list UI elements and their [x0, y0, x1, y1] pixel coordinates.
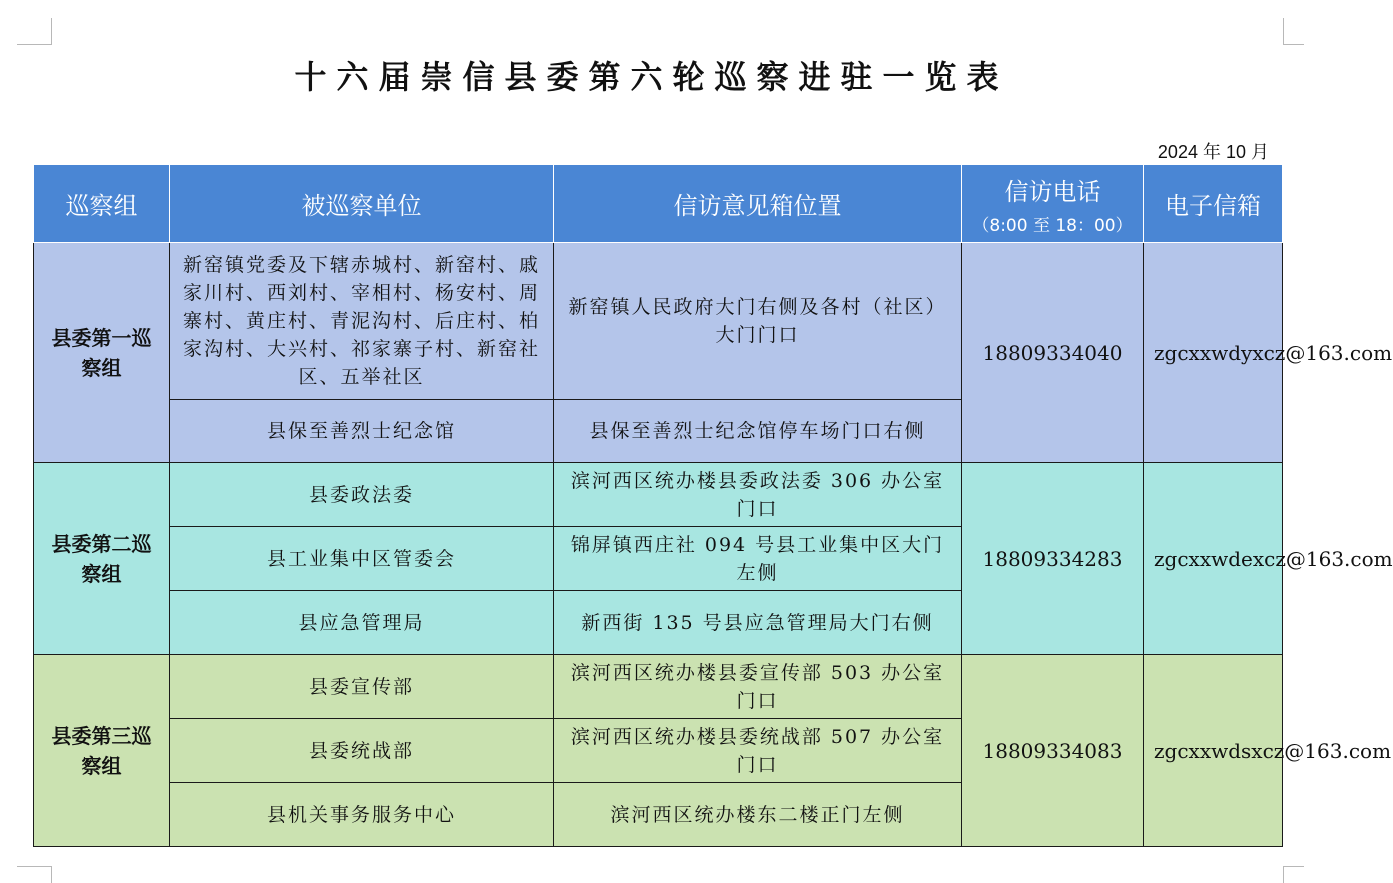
unit-cell: 县委政法委 [170, 463, 554, 527]
phone-cell: 18809334040 [962, 243, 1144, 463]
phone-cell: 18809334083 [962, 655, 1144, 847]
unit-cell: 县委统战部 [170, 719, 554, 783]
header-group: 巡察组 [34, 165, 170, 243]
table-header-row [34, 165, 1283, 243]
table-row [34, 243, 1283, 400]
page-corner-mark [17, 18, 52, 45]
location-cell: 滨河西区统办楼县委政法委 306 办公室门口 [554, 463, 962, 527]
location-cell: 滨河西区统办楼县委宣传部 503 办公室门口 [554, 655, 962, 719]
unit-cell: 县工业集中区管委会 [170, 527, 554, 591]
location-cell: 锦屏镇西庄社 094 号县工业集中区大门左侧 [554, 527, 962, 591]
email-cell: zgcxxwdexcz@163.com [1144, 463, 1283, 655]
unit-cell: 县应急管理局 [170, 591, 554, 655]
header-unit: 被巡察单位 [170, 165, 554, 243]
location-cell: 新窑镇人民政府大门右侧及各村（社区）大门门口 [554, 243, 962, 400]
header-phone-label: 信访电话 [1004, 177, 1101, 206]
email-cell: zgcxxwdsxcz@163.com [1144, 655, 1283, 847]
location-cell: 滨河西区统办楼县委统战部 507 办公室门口 [554, 719, 962, 783]
email-cell: zgcxxwdyxcz@163.com [1144, 243, 1283, 463]
header-email: 电子信箱 [1144, 165, 1283, 243]
location-cell: 县保至善烈士纪念馆停车场门口右侧 [554, 400, 962, 463]
unit-cell: 县保至善烈士纪念馆 [170, 400, 554, 463]
unit-cell: 新窑镇党委及下辖赤城村、新窑村、戚家川村、西刘村、宰相村、杨安村、周寨村、黄庄村、青泥沟村、后庄村、柏家沟村、大兴村、祁家寨子村、新窑社区、五举社区 [170, 243, 554, 400]
header-phone-hours: （8:00 至 18：00） [972, 215, 1133, 236]
unit-cell: 县委宣传部 [170, 655, 554, 719]
location-cell: 滨河西区统办楼东二楼正门左侧 [554, 783, 962, 847]
header-location: 信访意见箱位置 [554, 165, 962, 243]
header-phone [962, 165, 1144, 243]
unit-cell: 县机关事务服务中心 [170, 783, 554, 847]
phone-cell: 18809334283 [962, 463, 1144, 655]
document-date: 2024 年 10 月 [1157, 142, 1269, 162]
group-name: 县委第二巡察组 [34, 463, 170, 655]
table-row [34, 655, 1283, 719]
inspection-table [33, 164, 1393, 847]
location-cell: 新西街 135 号县应急管理局大门右侧 [554, 591, 962, 655]
group-name: 县委第一巡察组 [34, 243, 170, 463]
table-row [34, 463, 1283, 527]
document-title: 十六届崇信县委第六轮巡察进驻一览表 [294, 58, 1009, 96]
page-corner-mark [17, 866, 52, 883]
page-corner-mark [1283, 866, 1304, 883]
page-corner-mark [1283, 18, 1304, 45]
group-name: 县委第三巡察组 [34, 655, 170, 847]
